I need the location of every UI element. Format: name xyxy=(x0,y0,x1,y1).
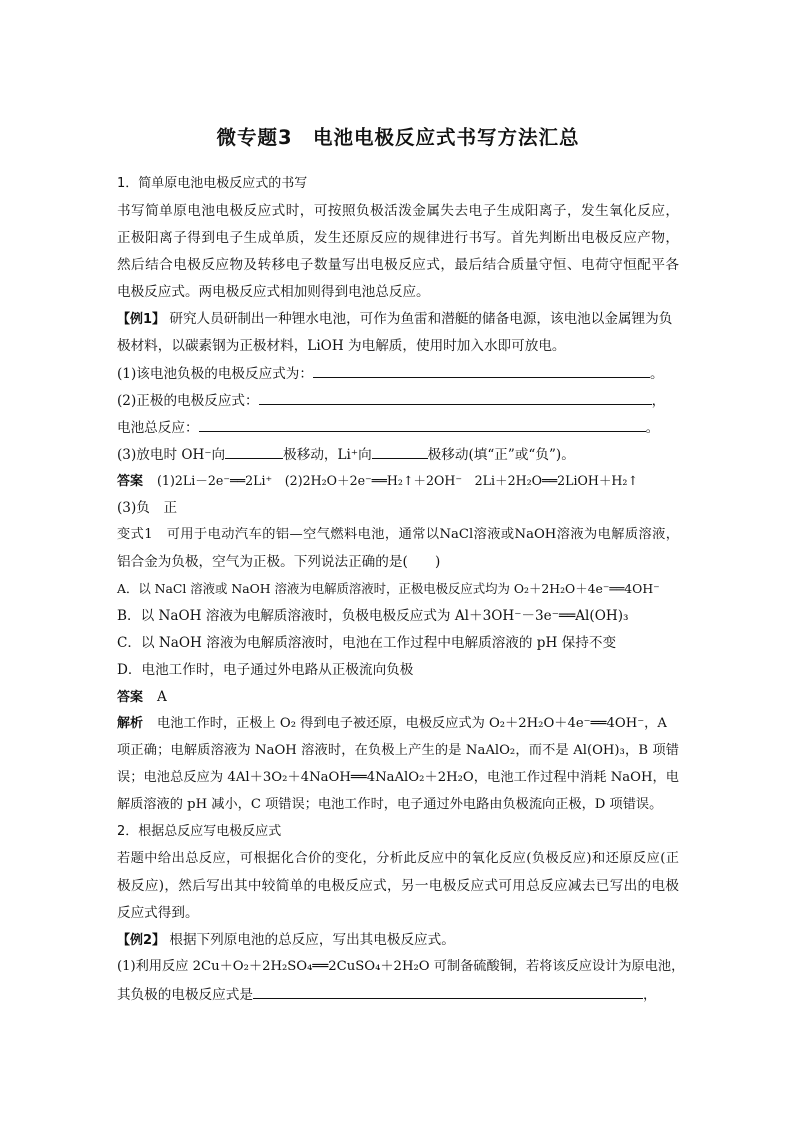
example1-text: 研究人员研制出一种锂水电池，可作为鱼雷和潜艇的储备电源，该电池以金属锂为负 xyxy=(165,311,673,327)
answer-blank[interactable] xyxy=(199,417,646,432)
example1-tag: 【例1】 xyxy=(117,312,166,327)
section1-para-line: 正极阳离子得到电子生成单质，发生还原反应的规律进行书写。首先判断出电极反应产物， xyxy=(117,230,679,246)
section2-para-line: 极反应)，然后写出其中较简单的电极反应式，另一电极反应式可用总反应减去已写出的电极 xyxy=(117,878,679,894)
answer-label: 答案 xyxy=(117,474,144,489)
question-end: ， xyxy=(642,987,657,1003)
example1-answer-line2: (3)负 正 xyxy=(117,500,178,516)
option-b: B．以 NaOH 溶液为电解质溶液时，负极电极反应式为 Al＋3OH⁻－3e⁻══Al(OH)₃ xyxy=(117,608,629,624)
answer-blank[interactable] xyxy=(259,390,652,405)
answer-blank[interactable] xyxy=(372,444,428,459)
answer-text: A xyxy=(157,689,167,705)
variant1-analysis xyxy=(117,714,679,734)
example1-question-4 xyxy=(117,444,679,465)
question-text: (3)放电时 OH⁻向 xyxy=(117,447,226,463)
question-end: ， xyxy=(651,393,666,409)
analysis-line: 解质溶液的 pH 减小，C 项错误；电池工作时，电子通过外电路由负极流向正极，D 项错误。 xyxy=(117,797,663,812)
example2-tag: 【例2】 xyxy=(117,933,166,948)
section1-para-line: 电极反应式。两电极反应式相加则得到电池总反应。 xyxy=(117,284,430,300)
section2-para-line: 若题中给出总反应，可根据化合价的变化，分析此反应中的氧化反应(负极反应)和还原反应(正 xyxy=(117,851,679,866)
analysis-line: 项正确；电解质溶液为 NaOH 溶液时，在负极上产生的是 NaAlO₂，而不是 Al(OH)₃，B 项错 xyxy=(117,743,679,758)
analysis-label: 解析 xyxy=(117,716,144,731)
section1-para-line: 书写简单原电池电极反应式时，可按照负极活泼金属失去电子生成阳离子，发生氧化反应， xyxy=(117,203,679,219)
variant1-answer xyxy=(117,687,679,708)
section2-heading: 2．根据总反应写电极反应式 xyxy=(117,824,282,839)
question-text: 其负极的电极反应式是 xyxy=(117,987,253,1003)
example1-question-1 xyxy=(117,363,679,384)
answer-text: (1)2Li－2e⁻══2Li⁺ (2)2H₂O＋2e⁻══H₂↑＋2OH⁻ 2Li＋2H₂O══2LiOH＋H₂↑ xyxy=(157,473,639,488)
analysis-line: 误；电池总反应为 4Al＋3O₂＋4NaOH══4NaAlO₂＋2H₂O，电池工作过程中消耗 NaOH，电 xyxy=(117,770,679,785)
example2-question-1: (1)利用反应 2Cu＋O₂＋2H₂SO₄══2CuSO₄＋2H₂O 可制备硫酸铜，若将该反应设计为原电池， xyxy=(117,959,685,974)
question-end: 。 xyxy=(645,420,660,436)
section2-para-line: 反应式得到。 xyxy=(117,905,199,921)
page-title: 微专题3 电池电极反应式书写方法汇总 xyxy=(216,126,580,149)
example1-stem xyxy=(117,309,679,330)
option-d: D．电池工作时，电子通过外电路从正极流向负极 xyxy=(117,662,414,678)
analysis-text: 电池工作时，正极上 O₂ 得到电子被还原，电极反应式为 O₂＋2H₂O＋4e⁻══4OH⁻，A xyxy=(157,716,667,731)
answer-blank[interactable] xyxy=(225,444,283,459)
question-text: 极移动(填“正”或“负”)。 xyxy=(427,447,575,463)
section1-para-line: 然后结合电极反应物及转移电子数量写出电极反应式，最后结合质量守恒、电荷守恒配平各 xyxy=(117,257,679,273)
answer-blank[interactable] xyxy=(313,363,650,378)
option-a: A．以 NaCl 溶液或 NaOH 溶液为电解质溶液时，正极电极反应式均为 O₂＋2H₂O＋4e⁻══4OH⁻ xyxy=(117,581,660,596)
question-text: (2)正极的电极反应式： xyxy=(117,393,259,409)
variant1-stem-line: 铝合金为负极，空气为正极。下列说法正确的是( ) xyxy=(117,554,441,570)
example2-question-1b xyxy=(117,984,679,1005)
option-c: C．以 NaOH 溶液为电解质溶液时，电池在工作过程中电解质溶液的 pH 保持不变 xyxy=(117,635,617,651)
question-text: 电池总反应： xyxy=(117,420,199,436)
question-text: (1)该电池负极的电极反应式为： xyxy=(117,366,313,382)
answer-blank[interactable] xyxy=(253,984,643,999)
example1-question-3 xyxy=(117,417,679,438)
section1-heading: 1．简单原电池电极反应式的书写 xyxy=(117,176,308,191)
variant1-stem-line: 变式1 可用于电动汽车的铝—空气燃料电池，通常以NaCl溶液或NaOH溶液为电解质溶液， xyxy=(117,527,679,542)
question-end: 。 xyxy=(649,366,664,382)
example1-text-line: 极材料，以碳素钢为正极材料，LiOH 为电解质，使用时加入水即可放电。 xyxy=(117,338,566,354)
answer-label: 答案 xyxy=(117,690,144,705)
example2-stem xyxy=(117,930,679,951)
question-text: 极移动，Li⁺向 xyxy=(283,447,372,463)
example1-answer xyxy=(117,471,679,492)
example1-question-2 xyxy=(117,390,679,411)
example2-text: 根据下列原电池的总反应，写出其电极反应式。 xyxy=(165,932,455,948)
